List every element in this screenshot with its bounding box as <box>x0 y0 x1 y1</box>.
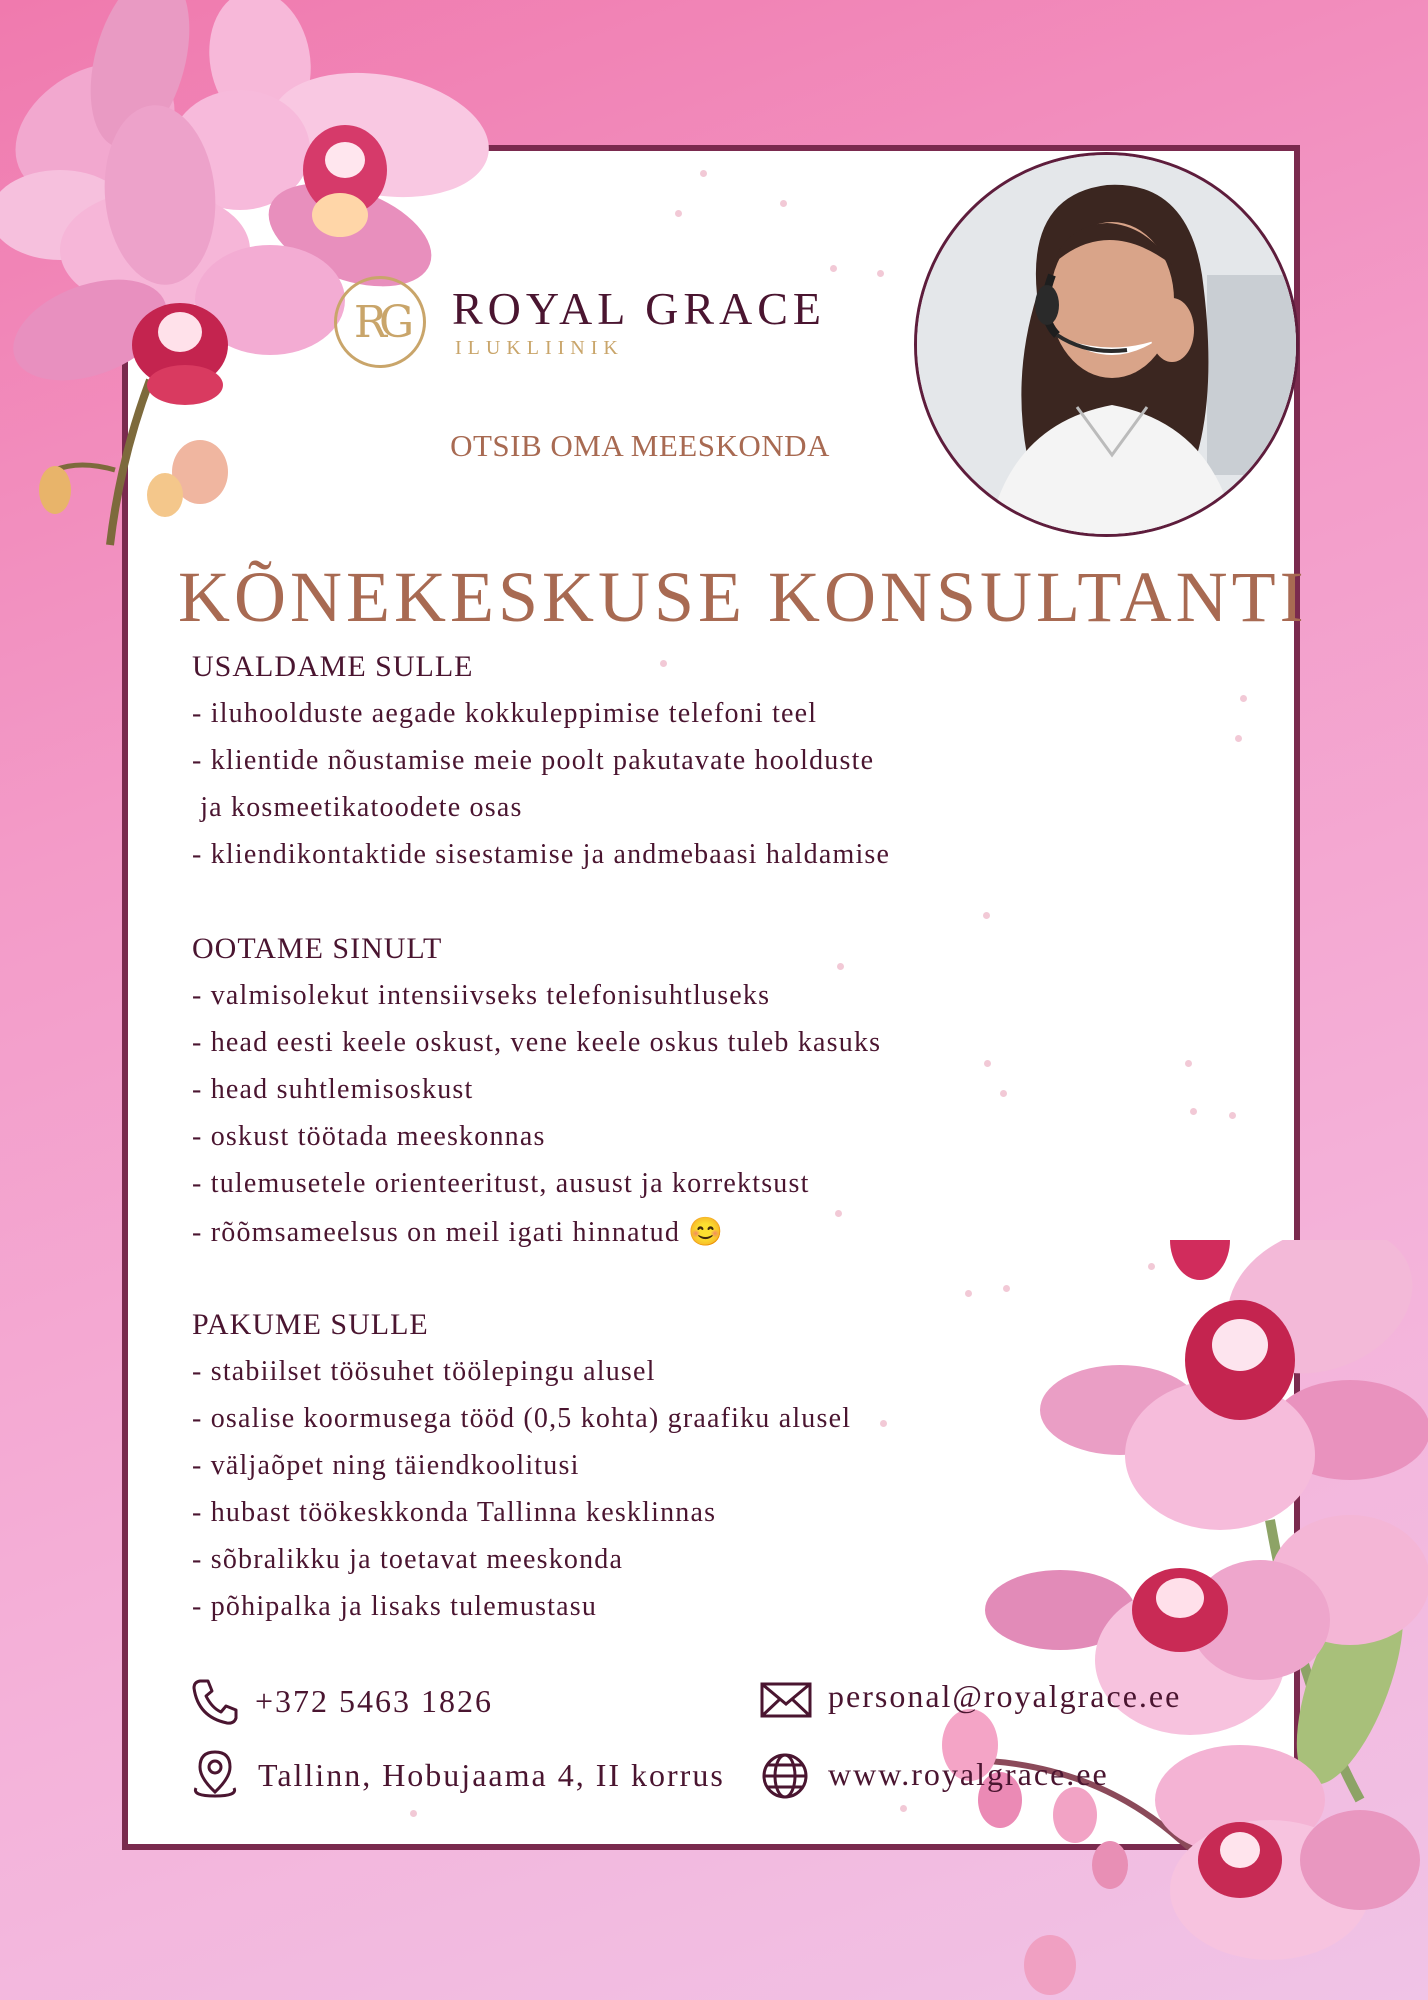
location-pin-icon <box>190 1748 240 1800</box>
street-address: Tallinn, Hobujaama 4, II korrus <box>258 1757 725 1793</box>
section-title-ootame: OOTAME SINULT <box>192 932 443 965</box>
phone-icon <box>190 1677 240 1727</box>
job-title-headline: KÕNEKESKUSE KONSULTANTI <box>178 557 1308 637</box>
section-title-pakume: PAKUME SULLE <box>192 1308 429 1341</box>
list-item: - väljaõpet ning täiendkoolitusi <box>192 1450 580 1481</box>
list-item: - kliendikontaktide sisestamise ja andmebaasi haldamise <box>192 839 891 870</box>
list-item: - head eesti keele oskust, vene keele oskus tuleb kasuks <box>192 1027 882 1058</box>
globe-icon <box>760 1751 810 1801</box>
list-item: - hubast töökeskkonda Tallinna kesklinnas <box>192 1497 717 1528</box>
tagline: OTSIB OMA MEESKONDA <box>450 428 830 463</box>
list-item: - head suhtlemisoskust <box>192 1074 474 1105</box>
consultant-portrait-illustration <box>917 155 1299 537</box>
phone-number[interactable]: +372 5463 1826 <box>255 1683 494 1719</box>
orchid-illustration-top-left <box>0 0 500 560</box>
list-item: - tulemusetele orienteeritust, ausust ja korrektsust <box>192 1168 810 1199</box>
list-item: ja kosmeetikatoodete osas <box>192 792 523 823</box>
mail-icon <box>760 1680 812 1720</box>
orchid-illustration-bottom-right <box>940 1240 1428 2000</box>
list-item: - põhipalka ja lisaks tulemustasu <box>192 1591 598 1622</box>
section-title-usaldame: USALDAME SULLE <box>192 650 474 683</box>
royal-grace-monogram-logo: RG <box>334 276 426 368</box>
list-item: - iluhoolduste aegade kokkuleppimise telefoni teel <box>192 698 818 729</box>
list-item: - valmisolekut intensiivseks telefonisuhtluseks <box>192 980 771 1011</box>
consultant-photo <box>914 152 1299 537</box>
list-item: - osalise koormusega tööd (0,5 kohta) graafiku alusel <box>192 1403 852 1434</box>
website-link[interactable]: www.royalgrace.ee <box>828 1756 1109 1792</box>
list-item: - rõõmsameelsus on meil igati hinnatud 😊 <box>192 1217 725 1248</box>
list-item: - klientide nõustamise meie poolt pakutavate hoolduste <box>192 745 875 776</box>
list-item: - sõbralikku ja toetavat meeskonda <box>192 1544 624 1575</box>
brand-name: ROYAL GRACE <box>452 283 827 334</box>
list-item: - oskust töötada meeskonnas <box>192 1121 546 1152</box>
list-item: - stabiilset töösuhet töölepingu alusel <box>192 1356 656 1387</box>
email-address[interactable]: personal@royalgrace.ee <box>828 1678 1182 1714</box>
brand-subtitle: ILUKLIINIK <box>455 337 624 359</box>
